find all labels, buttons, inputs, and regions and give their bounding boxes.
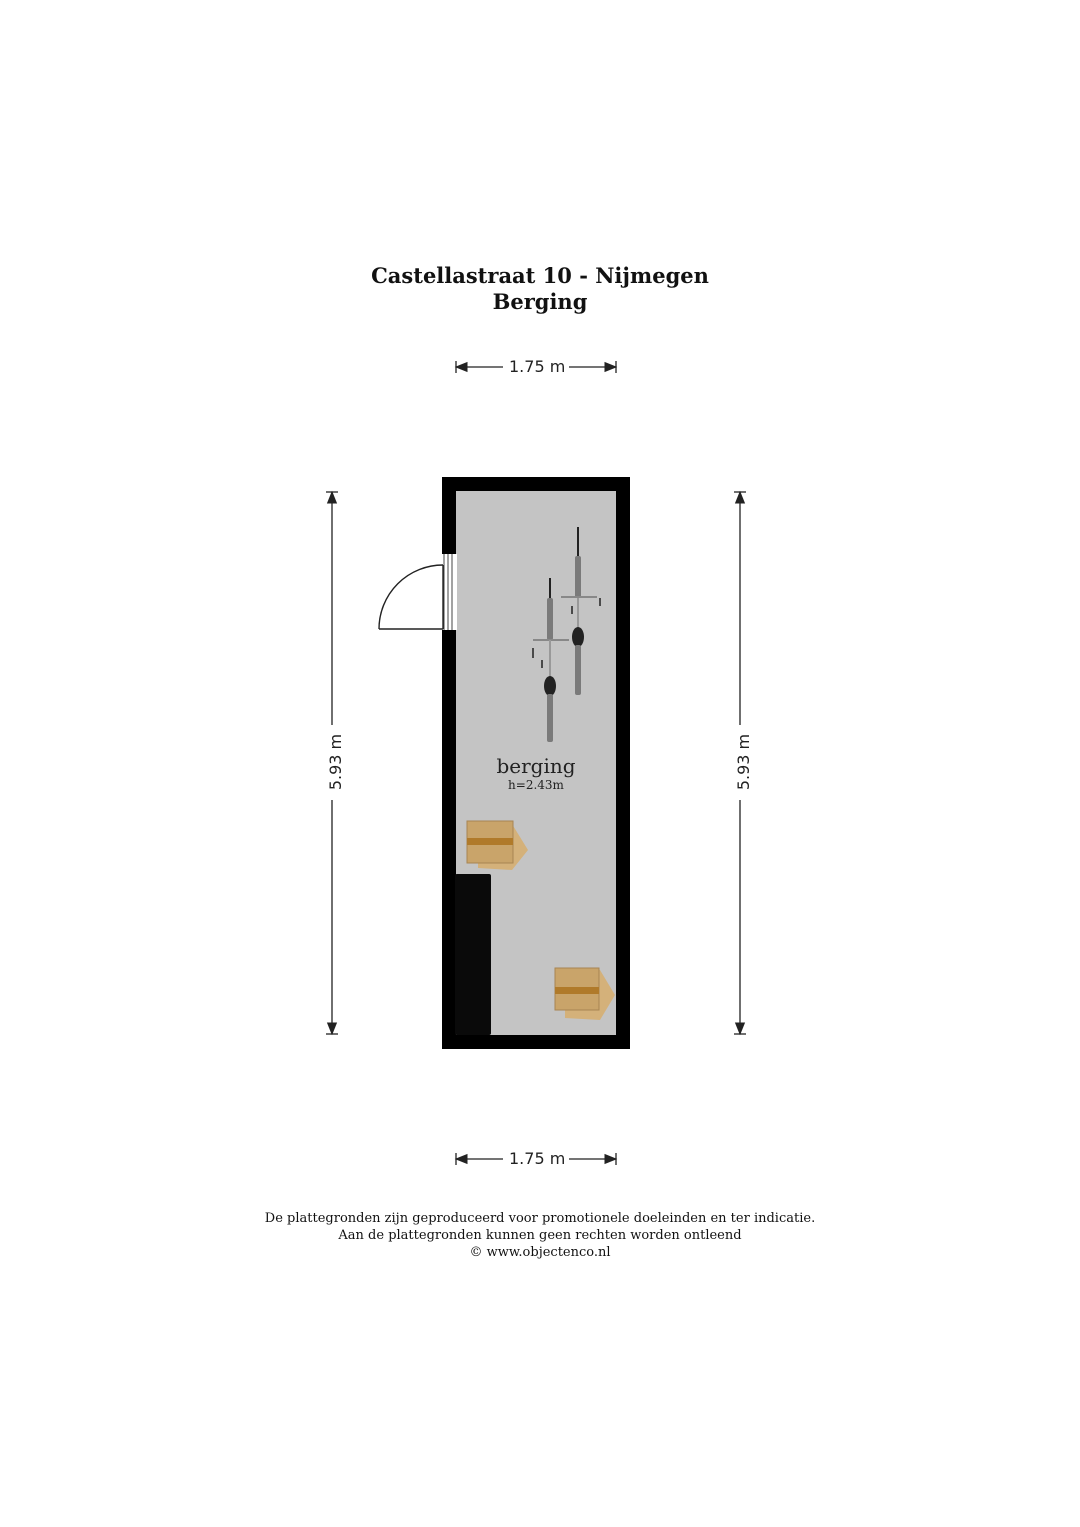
disclaimer-line-2: Aan de plattegronden kunnen geen rechten worden ontleend: [338, 1228, 742, 1243]
room-name: berging: [496, 754, 576, 778]
left-height-label: 5.93 m: [327, 726, 345, 798]
right-height-label: 5.93 m: [735, 726, 753, 798]
door: [379, 554, 457, 630]
cabinet: [455, 874, 491, 1035]
bottom-width-label: 1.75 m: [505, 1150, 569, 1168]
plan-title: Castellastraat 10 - Nijmegen: [371, 263, 709, 288]
room-height: h=2.43m: [508, 778, 564, 792]
room-label: [442, 754, 630, 792]
disclaimer-line-1: De plattegronden zijn geproduceerd voor promotionele doeleinden en ter indicatie.: [264, 1211, 816, 1226]
copyright: © www.objectenco.nl: [469, 1245, 611, 1260]
floor-title: Berging: [492, 289, 588, 314]
top-width-label: 1.75 m: [505, 358, 569, 376]
